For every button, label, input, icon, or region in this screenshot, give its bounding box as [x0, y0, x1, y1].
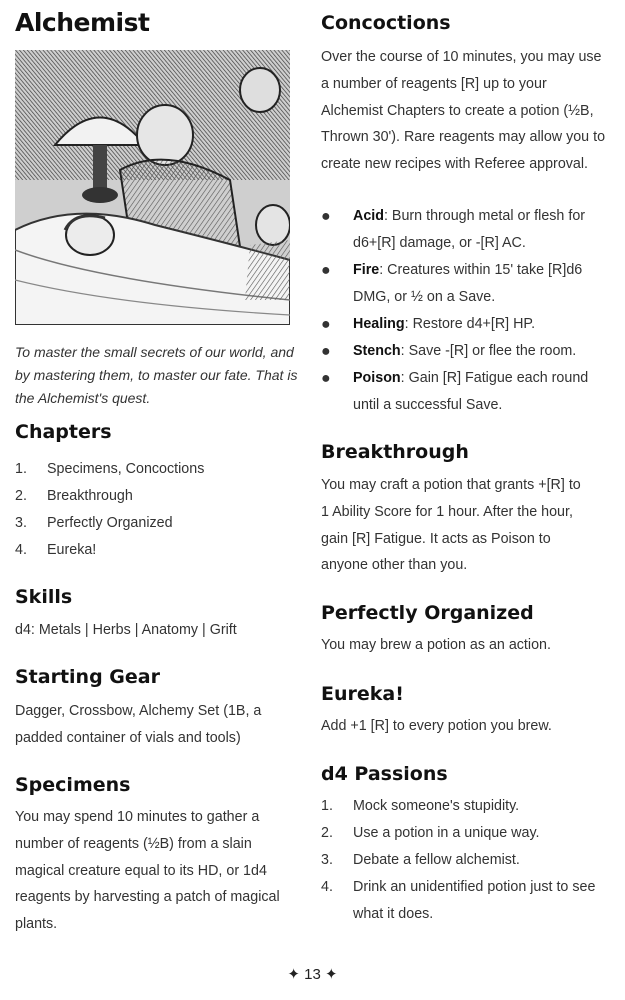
breakthrough-heading: Breakthrough — [321, 441, 469, 463]
list-item: ● Acid: Burn through metal or flesh for d6+[R] damage, or -[R] AC. — [321, 208, 586, 251]
list-item: 3. Perfectly Organized — [15, 515, 173, 531]
list-item: 1. Mock someone's stupidity. — [321, 798, 520, 814]
concoctions-heading: Concoctions — [321, 12, 451, 34]
passions-list — [321, 793, 601, 928]
page-title: Alchemist — [15, 8, 150, 37]
eureka-heading: Eureka! — [321, 683, 404, 705]
list-item: 4. Eureka! — [15, 542, 97, 558]
skills-heading: Skills — [15, 586, 73, 608]
list-item: 2. Use a potion in a unique way. — [321, 825, 540, 841]
starting-gear-heading: Starting Gear — [15, 666, 160, 688]
chapters-list — [15, 456, 204, 564]
list-item: ● Poison: Gain [R] Fatigue each round until a successful Save. — [321, 370, 589, 413]
specimens-text: You may spend 10 minutes to gather a number of reagents (½B) from a slain magical creature equal to its HD, or 1d4 reagents by harvesting a patch of magical plants. — [15, 809, 280, 933]
concoctions-text: Over the course of 10 minutes, you may use a number of reagents [R] up to your Alchemist Chapters to create a potion (½B, Thrown 30'). Rare reagents may allow you to create new recipes with Referee approval. — [321, 49, 606, 173]
list-item: ● Stench: Save -[R] or flee the room. — [321, 343, 577, 360]
engraving-image — [15, 50, 290, 325]
list-item: 2. Breakthrough — [15, 488, 133, 504]
skills-text: d4: Metals | Herbs | Anatomy | Grift — [15, 622, 237, 638]
passions-heading: d4 Passions — [321, 763, 448, 785]
page-number: ✦ 13 ✦ — [287, 966, 338, 983]
perfectly-organized-text: You may brew a potion as an action. — [321, 637, 551, 653]
perfectly-organized-heading: Perfectly Organized — [321, 602, 534, 624]
illustration-alchemist-bedside — [15, 50, 290, 325]
starting-gear-text: Dagger, Crossbow, Alchemy Set (1B, a padded container of vials and tools) — [15, 703, 262, 746]
list-item: 3. Debate a fellow alchemist. — [321, 852, 520, 868]
epigraph-caption: To master the small secrets of our world, and by mastering them, to master our fate. That is the Alchemist's quest. — [15, 344, 298, 406]
list-item: 1. Specimens, Concoctions — [15, 461, 205, 477]
chapters-heading: Chapters — [15, 421, 112, 443]
concoctions-list — [321, 203, 606, 419]
list-item: ● Fire: Creatures within 15' take [R]d6 DMG, or ½ on a Save. — [321, 262, 583, 305]
list-item: 4. Drink an unidentified potion just to see what it does. — [321, 879, 596, 922]
list-item: ● Healing: Restore d4+[R] HP. — [321, 316, 536, 333]
eureka-text: Add +1 [R] to every potion you brew. — [321, 718, 552, 734]
breakthrough-text: You may craft a potion that grants +[R] to 1 Ability Score for 1 hour. After the hour, gain [R] Fatigue. It acts as Poison to anyone other than you. — [321, 477, 581, 574]
specimens-heading: Specimens — [15, 774, 131, 796]
